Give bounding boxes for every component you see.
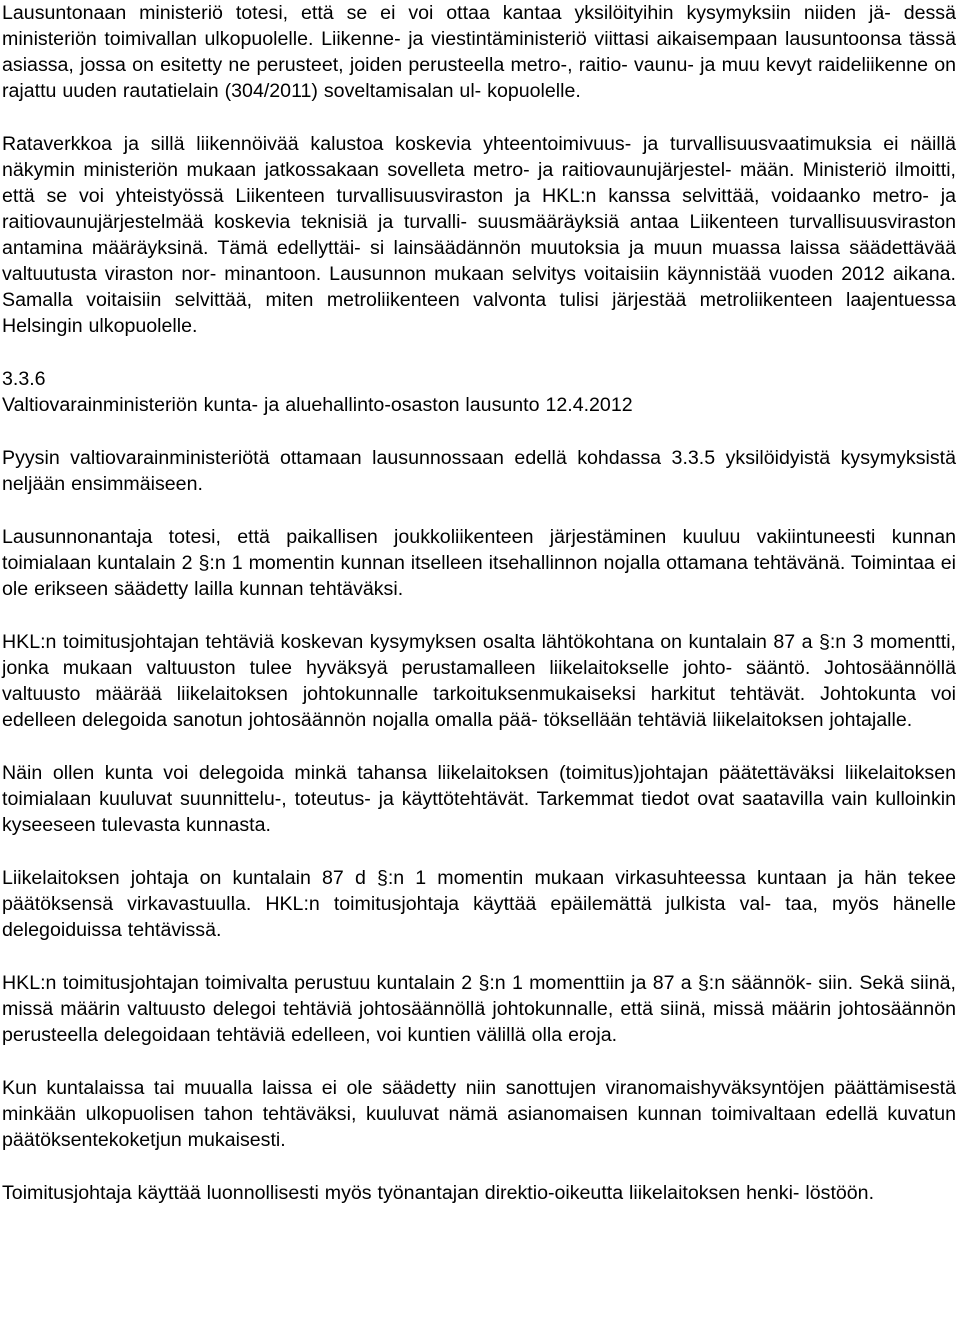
paragraph-ceo-authority: HKL:n toimitusjohtajan toimivalta perustuu kuntalain 2 §:n 1 momenttiin ja 87 a §:n säännök- siin. Sekä siinä, missä määrin valtuusto delegoi tehtäviä johtosäännöllä johtokunnalle, että siinä, missä määrin johtosäännön perusteella delegoidaan tehtäviä edelleen, voi kuntien välillä olla eroja. <box>2 972 956 1046</box>
paragraph-ministry-statement: Lausuntonaan ministeriö totesi, että se ei voi ottaa kantaa yksilöityihin kysymyksiin niiden jä- dessä ministeriön toimivallan ulkopuolelle. Liikenne- ja viestintäministeriö viittasi aikaisempaan lausuntoonsa tässä asiassa, jossa on esitetty ne perusteet, joiden perusteella metro-, raitio- vaunu- ja muu kevyt raideliikenne on rajattu uuden rautatielain (304/2011) soveltamisalan ul- kopuolelle. <box>2 2 956 102</box>
section-number: 3.3.6 <box>2 368 46 390</box>
paragraph-local-transport: Lausunnonantaja totesi, että paikallisen joukkoliikenteen järjestäminen kuuluu vakiintuneesti kunnan toimialaan kuntalain 2 §:n 1 momentin kunnan itselleen itsehallinnon nojalla ottamana tehtävänä. Toimintaa ei ole erikseen säädetty lailla kunnan tehtäväksi. <box>2 526 956 600</box>
paragraph-delegation: Näin ollen kunta voi delegoida minkä tahansa liikelaitoksen (toimitus)johtajan päätettäväksi liikelaitoksen toimialaan kuuluvat suunnittelu-, toteutus- ja käyttötehtävät. Tarkemmat tiedot ovat saatavilla vain kulloinkin kyseeseen tulevasta kunnasta. <box>2 762 956 836</box>
paragraph-employer-rights: Toimitusjohtaja käyttää luonnollisesti myös työnantajan direktio-oikeutta liikelaitoksen henki- löstöön. <box>2 1182 875 1204</box>
paragraph-approvals: Kun kuntalaissa tai muualla laissa ei ole säädetty niin sanottujen viranomaishyväksyntöjen päättämisestä minkään ulkopuolisen tahon tehtäväksi, kuuluvat nämä asianomaisen kunnan toimivaltaan edellä kuvatun päätöksentekoketjun mukaisesti. <box>2 1077 956 1151</box>
paragraph-request: Pyysin valtiovarainministeriötä ottamaan lausunnossaan edellä kohdassa 3.3.5 yksilöidyistä kysymyksistä neljään ensimmäiseen. <box>2 447 956 495</box>
section-heading: Valtiovarainministeriön kunta- ja aluehallinto-osaston lausunto 12.4.2012 <box>2 394 633 416</box>
document-page <box>2 0 956 1206</box>
paragraph-ceo-duties: HKL:n toimitusjohtajan tehtäviä koskevan kysymyksen osalta lähtökohtana on kuntalain 87 a §:n 3 momentti, jonka mukaan valtuuston tulee hyväksyä perustamalleen liikelaitokselle johto- sääntö. Johtosäännöllä valtuusto määrää liikelaitoksen johtokunnalle tarkoituksenmukaiseksi harkitut tehtävät. Johtokunta voi edelleen delegoida sanotun johtosäännön nojalla omalla pää- töksellään tehtäviä liikelaitoksen johtajalle. <box>2 631 956 731</box>
paragraph-official-responsibility: Liikelaitoksen johtaja on kuntalain 87 d §:n 1 momentin mukaan virkasuhteessa kuntaan ja hän tekee päätöksensä virkavastuulla. HKL:n toimitusjohtaja käyttää epäilemättä julkista val- taa, myös hänelle delegoiduissa tehtävissä. <box>2 867 956 941</box>
paragraph-rail-network-requirements: Rataverkkoa ja sillä liikennöivää kalustoa koskevia yhteentoimivuus- ja turvallisuusvaatimuksia ei näillä näkymin ministeriön mukaan jatkossakaan sovelleta metro- ja raitiovaunujärjestel- mään. Ministeriö ilmoitti, että se voi yhteistyössä Liikenteen turvallisuusviraston ja HKL:n kanssa selvittää, voidaanko metro- ja raitiovaunujärjestelmää koskevia teknisiä ja turvalli- suusmääräyksiä antaa Liikenteen turvallisuusviraston antamina määräyksinä. Tämä edellyttäi- si lainsäädännön muutoksia ja muun muassa laissa säädettävää valtuutusta viraston nor- minantoon. Lausunnon mukaan selvitys voitaisiin käynnistää vuoden 2012 aikana. Samalla voitaisiin selvittää, miten metroliikenteen valvonta tulisi järjestää metroliikenteen laajentuessa Helsingin ulkopuolelle. <box>2 133 956 337</box>
